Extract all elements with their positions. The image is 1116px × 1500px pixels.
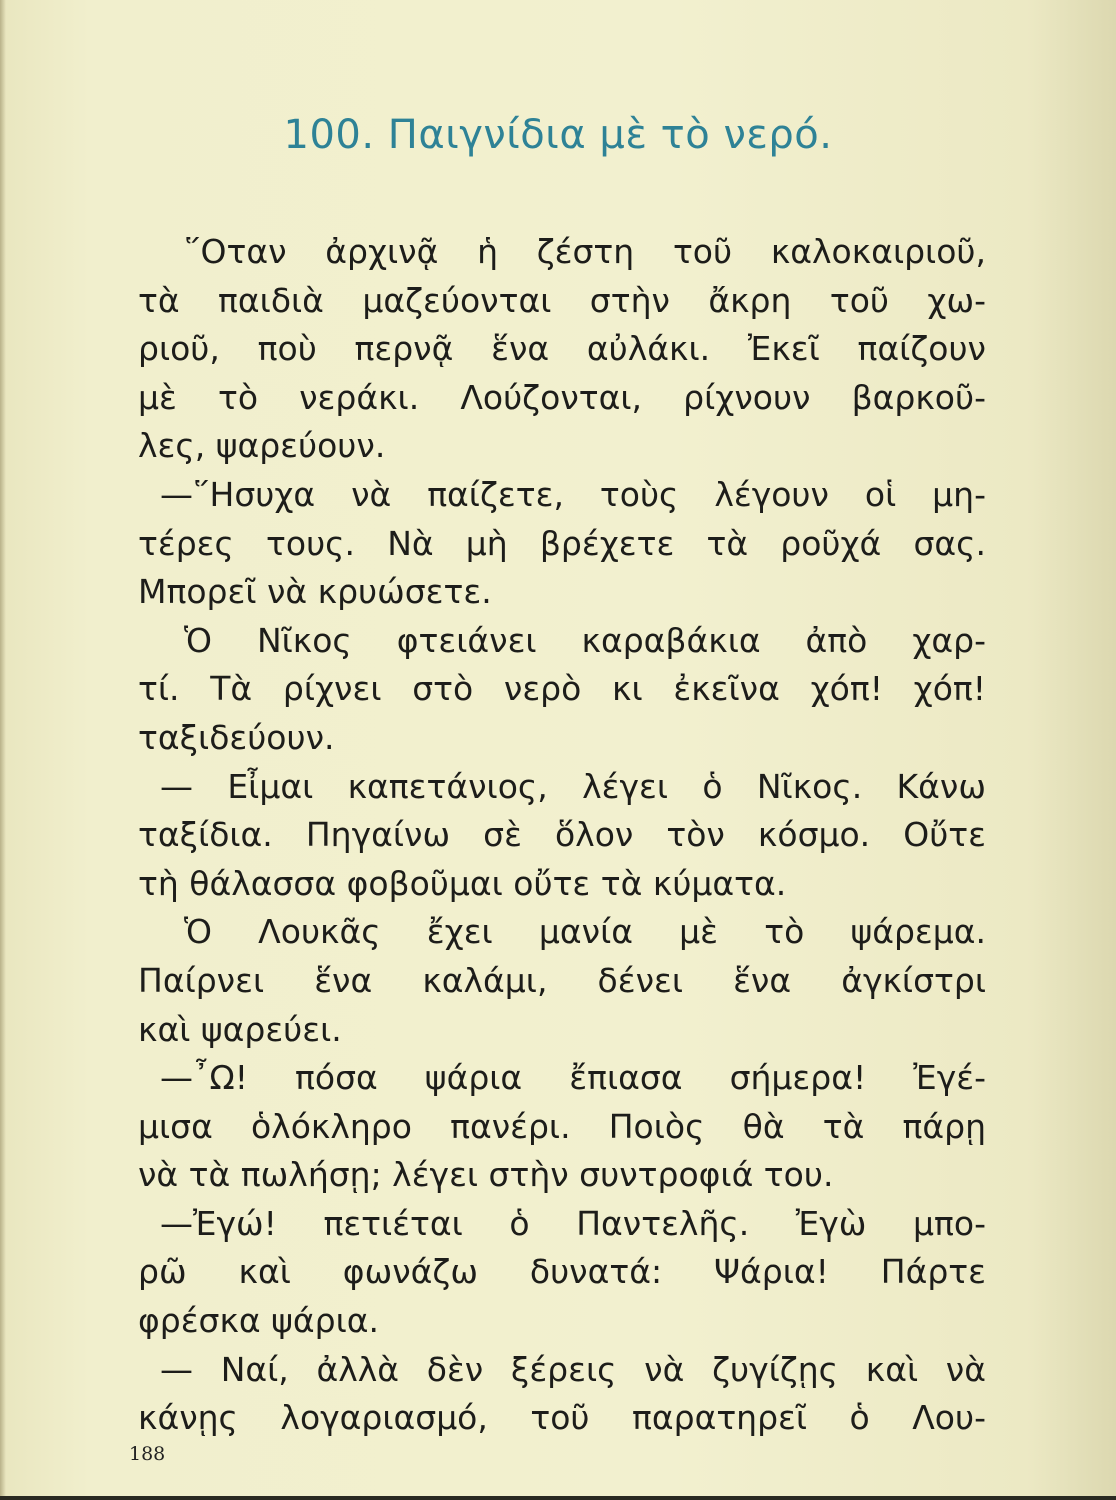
text-line: τέρες τους. Νὰ μὴ βρέχετε τὰ ροῦχά σας. [138, 523, 986, 563]
text-line: ρῶ καὶ φωνάζω δυνατά: Ψάρια! Πάρτε [138, 1252, 986, 1292]
text-line: μὲ τὸ νεράκι. Λούζονται, ρίχνουν βαρκοῦ- [138, 377, 986, 417]
text-line: ῞Οταν ἀρχινᾷ ἡ ζέστη τοῦ καλοκαιριοῦ, [184, 232, 986, 271]
chapter-title: 100. Παιγνίδια μὲ τὸ νερό. [283, 112, 833, 158]
page-bottom-edge [0, 1496, 1116, 1500]
text-line: κάνῃς λογαριασμό, τοῦ παρατηρεῖ ὁ Λου- [138, 1398, 986, 1438]
text-line: ριοῦ, ποὺ περνᾷ ἕνα αὐλάκι. Ἐκεῖ παίζουν [138, 329, 986, 369]
text-line: φρέσκα ψάρια. [138, 1301, 380, 1341]
text-line: Μπορεῖ νὰ κρυώσετε. [138, 572, 492, 612]
text-line: — Ναί, ἀλλὰ δὲν ξέρεις νὰ ζυγίζῃς καὶ νὰ [160, 1349, 986, 1389]
paragraph-7 [138, 1200, 986, 1346]
text-line: Παίρνει ἕνα καλάμι, δένει ἕνα ἀγκίστρι [138, 960, 986, 1000]
text-line: καὶ ψαρεύει. [138, 1009, 342, 1049]
paragraph-4 [138, 763, 986, 909]
text-line: —῞Ησυχα νὰ παίζετε, τοὺς λέγουν οἱ μη- [160, 474, 986, 514]
text-line: μισα ὁλόκληρο πανέρι. Ποιὸς θὰ τὰ πάρῃ [138, 1106, 986, 1146]
text-line: λες, ψαρεύουν. [138, 426, 386, 466]
text-line: τὰ παιδιὰ μαζεύονται στὴν ἄκρη τοῦ χω- [138, 280, 986, 320]
paragraph-1 [138, 228, 986, 471]
body-text [138, 228, 986, 1443]
text-line: —῏Ω! πόσα ψάρια ἔπιασα σήμερα! Ἐγέ- [160, 1058, 986, 1098]
text-line: τί. Τὰ ρίχνει στὸ νερὸ κι ἐκεῖνα χόπ! χόπ! [138, 669, 986, 709]
text-line: νὰ τὰ πωλήσῃ; λέγει στὴν συντροφιά του. [138, 1155, 834, 1195]
text-line: ταξίδια. Πηγαίνω σὲ ὅλον τὸν κόσμο. Οὔτε [138, 815, 986, 855]
page-number: 188 [129, 1443, 166, 1465]
paragraph-2 [138, 471, 986, 617]
paragraph-3 [138, 617, 986, 763]
text-line: Ὁ Λουκᾶς ἔχει μανία μὲ τὸ ψάρεμα. [184, 912, 986, 952]
text-line: τὴ θάλασσα φοβοῦμαι οὔτε τὰ κύματα. [138, 863, 787, 903]
page-left-shadow [0, 0, 6, 1500]
text-line: —Ἐγώ! πετιέται ὁ Παντελῆς. Ἐγὼ μπο- [160, 1203, 986, 1243]
paragraph-8 [138, 1346, 986, 1443]
text-line: — Εἶμαι καπετάνιος, λέγει ὁ Νῖκος. Κάνω [160, 766, 986, 806]
paragraph-5 [138, 908, 986, 1054]
paragraph-6 [138, 1054, 986, 1200]
text-line: Ὁ Νῖκος φτειάνει καραβάκια ἀπὸ χαρ- [184, 620, 986, 660]
text-line: ταξιδεύουν. [138, 717, 335, 757]
